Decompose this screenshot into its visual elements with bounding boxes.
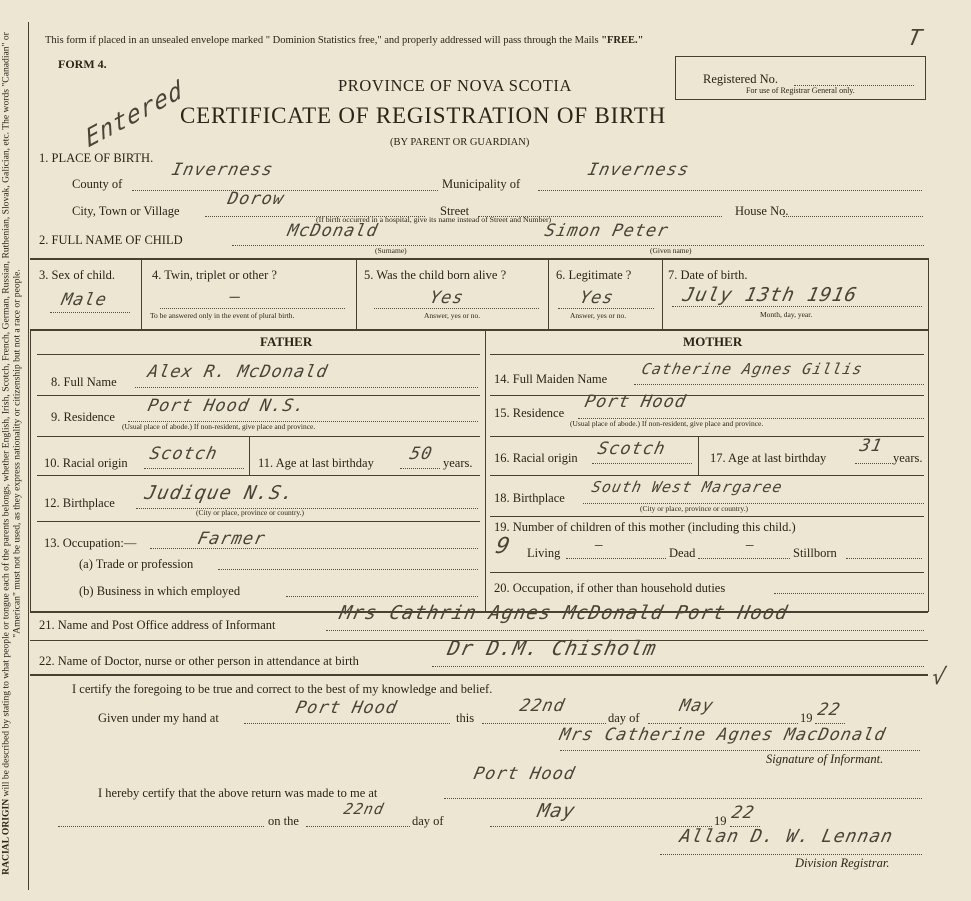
form-number: FORM 4. bbox=[58, 57, 107, 71]
father-occupation-value: Farmer bbox=[195, 529, 268, 549]
child-given-name: Simon Peter bbox=[542, 221, 671, 241]
vitals-divider-4 bbox=[662, 258, 663, 330]
entered-stamp: Entered bbox=[83, 74, 186, 154]
sex-value: Male bbox=[59, 290, 110, 310]
doctor-rule bbox=[30, 674, 928, 676]
vitals-divider-3 bbox=[548, 258, 549, 330]
given-day-of-label: day of bbox=[608, 711, 640, 725]
registrar-day-line bbox=[306, 826, 410, 827]
vitals-divider-1 bbox=[141, 258, 142, 330]
informant-signature-label: Signature of Informant. bbox=[766, 752, 884, 766]
given-year-prefix: 19 bbox=[800, 711, 813, 725]
registrar-place-line bbox=[444, 798, 922, 799]
county-label: County of bbox=[72, 177, 123, 191]
father-name-label: 8. Full Name bbox=[51, 375, 117, 389]
twin-value: — bbox=[227, 287, 244, 307]
father-business-label: (b) Business in which employed bbox=[79, 584, 241, 598]
certify-statement: I certify the foregoing to be true and correct to the best of my knowledge and belief. bbox=[72, 682, 493, 696]
mother-age-value: 31 bbox=[857, 436, 885, 456]
vitals-top-rule bbox=[30, 258, 928, 260]
sex-label: 3. Sex of child. bbox=[39, 268, 116, 282]
date-of-birth-label: 7. Date of birth. bbox=[668, 268, 748, 282]
registrar-month-value: May bbox=[535, 800, 578, 822]
registrar-year-value: 22 bbox=[729, 803, 757, 823]
parents-right-rule bbox=[928, 258, 929, 612]
given-under-label: Given under my hand at bbox=[98, 711, 219, 725]
date-of-birth-line bbox=[672, 306, 922, 307]
father-row-rule-2 bbox=[37, 436, 480, 437]
surname-caption: (Surname) bbox=[375, 246, 407, 255]
check-mark: √ bbox=[929, 665, 949, 690]
mother-birthplace-label: 18. Birthplace bbox=[494, 491, 565, 505]
informant-signature-line bbox=[560, 750, 920, 751]
house-no-line bbox=[783, 216, 923, 217]
doctor-line bbox=[432, 666, 924, 667]
father-age-label: 11. Age at last birthday bbox=[258, 456, 374, 470]
mother-living-line bbox=[566, 558, 666, 559]
city-value: Dorow bbox=[225, 189, 287, 209]
alive-note: Answer, yes or no. bbox=[424, 311, 481, 320]
registrar-signature-label: Division Registrar. bbox=[795, 856, 890, 870]
vitals-divider-2 bbox=[356, 258, 357, 330]
father-birthplace-note: (City or place, province or country.) bbox=[196, 508, 305, 517]
mother-living-count: 9 bbox=[493, 534, 513, 559]
father-birthplace-line bbox=[136, 508, 478, 509]
alive-line bbox=[374, 308, 539, 309]
given-place-line bbox=[244, 723, 450, 724]
father-birthplace-label: 12. Birthplace bbox=[44, 496, 115, 510]
informant-line bbox=[326, 630, 924, 631]
father-name-value: Alex R. McDonald bbox=[145, 362, 330, 382]
mother-birthplace-note: (City or place, province or country.) bbox=[640, 504, 749, 513]
father-residence-value: Port Hood N.S. bbox=[145, 396, 308, 416]
registrar-on-label: on the bbox=[268, 814, 299, 828]
given-place-value: Port Hood bbox=[293, 698, 400, 718]
parents-left-rule bbox=[30, 329, 31, 612]
house-no-label: House No. bbox=[735, 204, 789, 218]
doctor-label: 22. Name of Doctor, nurse or other person in attendance at birth bbox=[39, 654, 359, 668]
given-year-line bbox=[815, 723, 845, 724]
racial-origin-sidebar bbox=[2, 19, 23, 889]
mother-heading-rule bbox=[490, 354, 924, 355]
father-trade-label: (a) Trade or profession bbox=[79, 557, 194, 571]
page-title: CERTIFICATE OF REGISTRATION OF BIRTH bbox=[180, 103, 667, 128]
city-label: City, Town or Village bbox=[72, 204, 180, 218]
father-age-years: years. bbox=[443, 456, 473, 470]
mother-stillborn-label: Stillborn bbox=[793, 546, 837, 560]
registrar-statement: I hereby certify that the above return was made to me at bbox=[98, 786, 378, 800]
mother-name-line bbox=[634, 384, 924, 385]
father-heading: FATHER bbox=[260, 334, 313, 349]
father-age-value: 50 bbox=[407, 444, 435, 464]
hospital-note: (If birth occurred in a hospital, give its name instead of Street and Number) bbox=[316, 215, 552, 224]
father-birthplace-value: Judique N.S. bbox=[142, 482, 297, 504]
mother-name-value: Catherine Agnes Gillis bbox=[640, 360, 865, 378]
given-this-label: this bbox=[456, 711, 475, 725]
place-of-birth-heading: 1. PLACE OF BIRTH. bbox=[39, 151, 154, 165]
mother-birthplace-line bbox=[583, 503, 924, 504]
parents-middle-rule bbox=[485, 329, 486, 612]
mother-residence-value: Port Hood bbox=[582, 392, 689, 412]
date-of-birth-value: July 13th 1916 bbox=[680, 284, 860, 306]
mother-racial-label: 16. Racial origin bbox=[494, 451, 578, 465]
given-name-caption: (Given name) bbox=[650, 246, 692, 255]
father-racial-line bbox=[144, 468, 244, 469]
mother-row-rule-5 bbox=[490, 572, 924, 573]
alive-value: Yes bbox=[427, 288, 466, 308]
registrar-note: For use of Registrar General only. bbox=[746, 86, 855, 95]
registered-no-box bbox=[675, 56, 926, 100]
registered-no-label: Registered No. bbox=[703, 72, 778, 86]
mother-age-years: years. bbox=[893, 451, 923, 465]
mother-age-line bbox=[855, 463, 893, 464]
legitimate-note: Answer, yes or no. bbox=[570, 311, 627, 320]
mother-dead-label: Dead bbox=[669, 546, 696, 560]
father-heading-rule bbox=[37, 354, 480, 355]
mother-abode-note: (Usual place of abode.) If non-resident, give place and province. bbox=[570, 419, 764, 428]
twin-line bbox=[160, 308, 345, 309]
registrar-signature-line bbox=[660, 854, 922, 855]
child-name-label: 2. FULL NAME OF CHILD bbox=[39, 233, 183, 247]
mother-row-rule-2 bbox=[490, 436, 924, 437]
registrar-place-value: Port Hood bbox=[471, 764, 578, 784]
municipality-line bbox=[538, 190, 922, 191]
legitimate-line bbox=[558, 308, 654, 309]
mother-children-label: 19. Number of children of this mother (including this child.) bbox=[494, 520, 796, 534]
mother-racial-line bbox=[592, 463, 692, 464]
father-residence-label: 9. Residence bbox=[51, 410, 115, 424]
given-month-line bbox=[648, 723, 798, 724]
registrar-month-line bbox=[490, 826, 712, 827]
street-label: Street bbox=[440, 204, 470, 218]
given-day-value: 22nd bbox=[517, 696, 568, 716]
page-subtitle: (BY PARENT OR GUARDIAN) bbox=[390, 137, 530, 148]
registrar-day-value: 22nd bbox=[342, 800, 387, 818]
child-surname: McDonald bbox=[285, 221, 381, 241]
given-year-value: 22 bbox=[815, 700, 843, 720]
father-age-divider bbox=[249, 437, 250, 475]
mother-dead-line bbox=[698, 558, 790, 559]
father-racial-label: 10. Racial origin bbox=[44, 456, 128, 470]
vitals-bottom-rule bbox=[30, 329, 928, 331]
corner-mark: T bbox=[905, 26, 925, 51]
registrar-year-prefix: 19 bbox=[714, 814, 727, 828]
mother-residence-label: 15. Residence bbox=[494, 406, 565, 420]
twin-label: 4. Twin, triplet or other ? bbox=[152, 268, 277, 282]
child-name-line bbox=[232, 245, 924, 246]
father-row-rule-3 bbox=[37, 475, 480, 476]
racial-origin-sidebar-label: RACIAL ORIGIN bbox=[0, 798, 12, 875]
county-value: Inverness bbox=[169, 160, 276, 180]
informant-value: Mrs Cathrin Agnes McDonald Port Hood bbox=[337, 602, 791, 624]
mother-dead-count: — bbox=[593, 538, 606, 553]
given-month-value: May bbox=[677, 696, 716, 716]
father-row-rule-4 bbox=[37, 521, 480, 522]
mother-stillborn-line bbox=[846, 558, 922, 559]
given-day-line bbox=[482, 723, 606, 724]
municipality-value: Inverness bbox=[585, 160, 692, 180]
father-business-line bbox=[286, 596, 478, 597]
father-age-line bbox=[400, 468, 440, 469]
twin-note: To be answered only in the event of plural birth. bbox=[150, 311, 295, 320]
municipality-label: Municipality of bbox=[442, 177, 521, 191]
legitimate-label: 6. Legitimate ? bbox=[556, 268, 632, 282]
province-heading: PROVINCE OF NOVA SCOTIA bbox=[338, 76, 572, 95]
mail-notice-free: "FREE." bbox=[601, 35, 644, 46]
alive-label: 5. Was the child born alive ? bbox=[364, 268, 507, 282]
father-racial-value: Scotch bbox=[147, 444, 220, 464]
registrar-leading-line bbox=[58, 826, 264, 827]
mother-row-rule-3 bbox=[490, 475, 924, 476]
informant-label: 21. Name and Post Office address of Informant bbox=[39, 618, 276, 632]
sex-line bbox=[50, 312, 130, 313]
mother-heading: MOTHER bbox=[683, 334, 743, 349]
mother-row-rule-4 bbox=[490, 516, 924, 517]
mother-name-label: 14. Full Maiden Name bbox=[494, 372, 608, 386]
racial-origin-sidebar-text: will be described by stating to what people or tongue each of the parents belongs, whether English, Irish, Scotch, French, German, Russian, Ruthenian, Slovak, Galician, etc. The words "Canadian" or "American" must not be used, as they express nationality or citizenship but not a race or people. bbox=[0, 32, 22, 797]
mother-stillborn-count: — bbox=[744, 538, 757, 553]
left-border bbox=[28, 22, 29, 890]
legitimate-value: Yes bbox=[577, 288, 616, 308]
date-of-birth-note: Month, day, year. bbox=[760, 310, 813, 319]
father-abode-note: (Usual place of abode.) If non-resident, give place and province. bbox=[122, 422, 316, 431]
mother-age-label: 17. Age at last birthday bbox=[710, 451, 827, 465]
registrar-signature: Allan D. W. Lennan bbox=[677, 826, 896, 847]
mother-row-rule-1 bbox=[490, 395, 924, 396]
mother-birthplace-value: South West Margaree bbox=[590, 478, 785, 496]
mother-occupation-label: 20. Occupation, if other than household duties bbox=[494, 581, 726, 595]
mother-racial-value: Scotch bbox=[595, 439, 668, 459]
father-trade-line bbox=[218, 569, 478, 570]
mail-notice-text: This form if placed in an unsealed envelope marked " Dominion Statistics free," and properly addressed will pass through the Mails bbox=[45, 35, 599, 46]
mother-occupation-line bbox=[774, 593, 924, 594]
mother-living-label: Living bbox=[527, 546, 561, 560]
father-occupation-label: 13. Occupation:— bbox=[44, 536, 137, 550]
doctor-value: Dr D.M. Chisholm bbox=[445, 636, 660, 660]
father-name-line bbox=[135, 387, 478, 388]
registrar-day-of-label: day of bbox=[412, 814, 444, 828]
mail-notice bbox=[45, 35, 643, 46]
informant-signature: Mrs Catherine Agnes MacDonald bbox=[557, 725, 888, 745]
mother-age-divider bbox=[698, 437, 699, 475]
